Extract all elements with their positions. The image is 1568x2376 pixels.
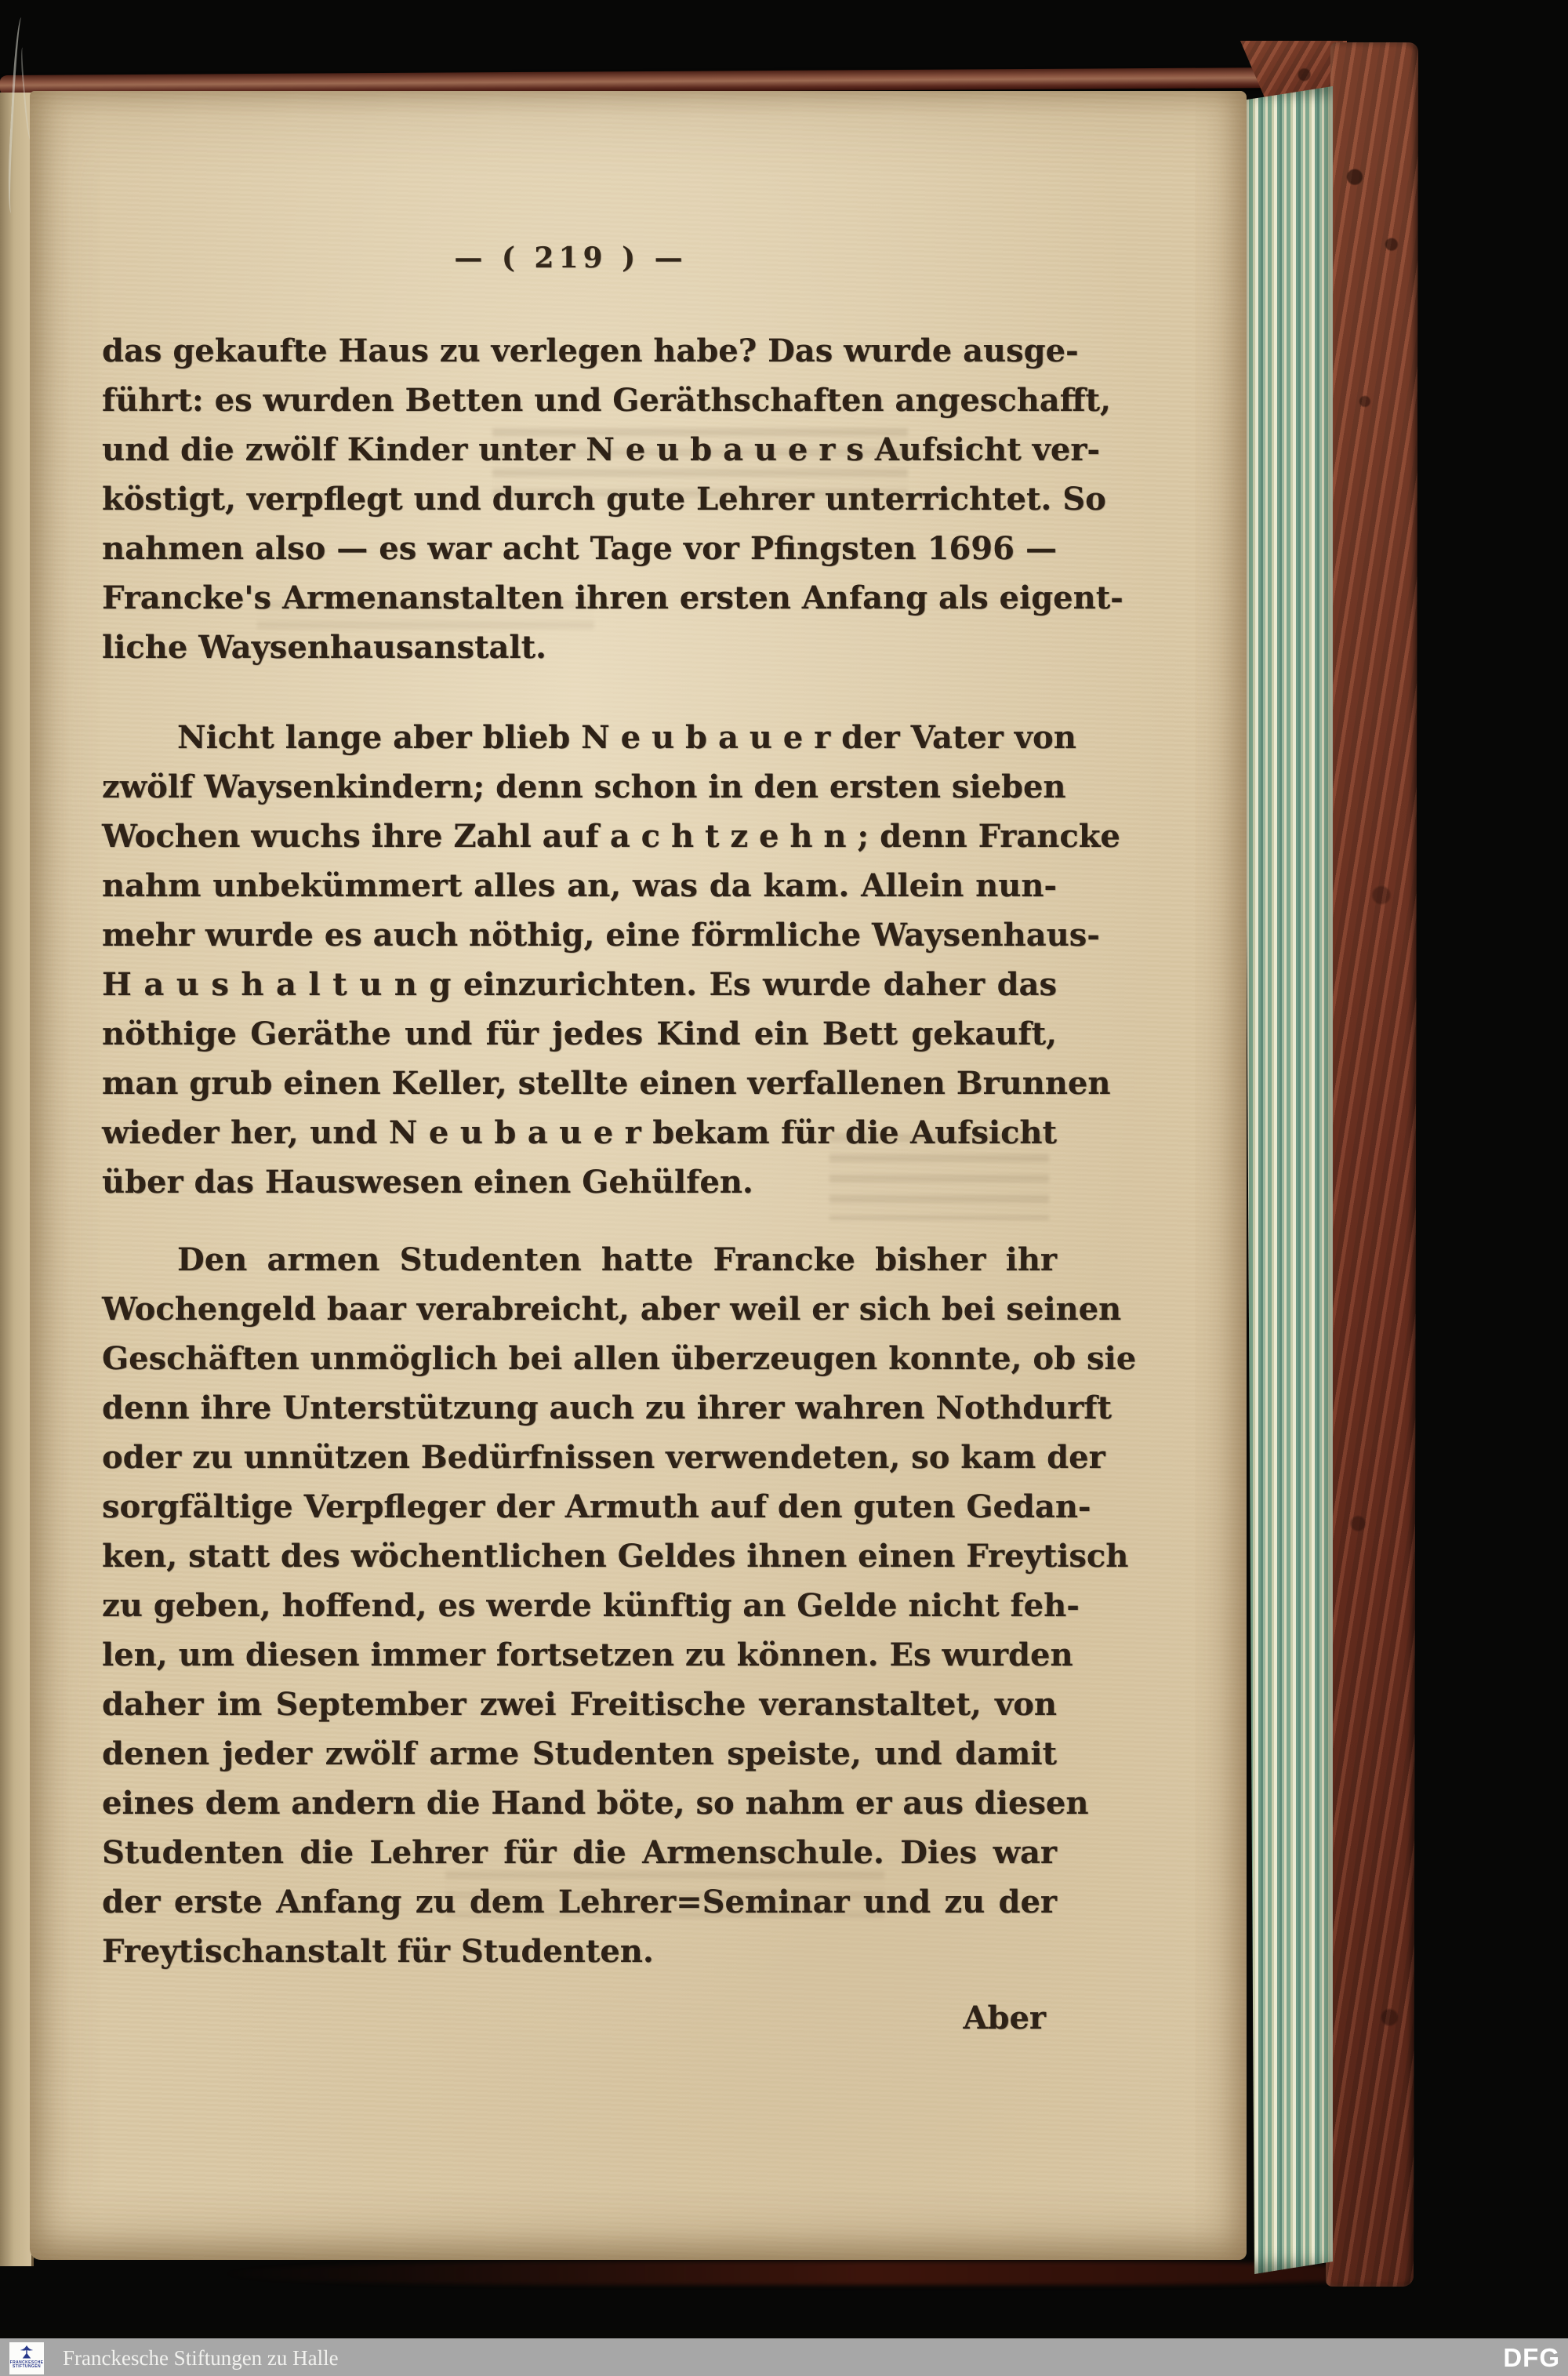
- text-line: sorgfältige Verpfleger der Armuth auf den guten Gedan-: [102, 1488, 1091, 1525]
- text-line: Wochengeld baar verabreicht, aber weil er sich bei seinen: [102, 1291, 1122, 1328]
- text-line: Nicht lange aber blieb N e u b a u e r der Vater von: [177, 719, 1076, 756]
- text-line: daher im September zwei Freitische veranstaltet, von: [102, 1686, 1057, 1723]
- book-cover-marbled-edge: [1326, 42, 1418, 2287]
- text-line: zwölf Waysenkindern; denn schon in den ersten sieben: [102, 768, 1066, 805]
- text-line: Wochen wuchs ihre Zahl auf a c h t z e h n ; denn Francke: [102, 818, 1120, 855]
- text-line: Freytischanstalt für Studenten.: [102, 1933, 654, 1970]
- text-line: ken, statt des wöchentlichen Geldes ihnen einen Freytisch: [102, 1538, 1129, 1575]
- franckesche-logo: [9, 2342, 44, 2374]
- text-line: und die zwölf Kinder unter N e u b a u e r s Aufsicht ver-: [102, 431, 1100, 468]
- book-page: [30, 91, 1247, 2260]
- text-line: liche Waysenhausanstalt.: [102, 629, 546, 666]
- footer-bar: [0, 2338, 1568, 2376]
- catchword: Aber: [963, 2000, 1046, 2036]
- logo-caption-line1: FRANCKESCHE: [9, 2360, 44, 2365]
- text-line: das gekaufte Haus zu verlegen habe? Das wurde ausge-: [102, 332, 1079, 369]
- text-line: mehr wurde es auch nöthig, eine förmliche Waysenhaus-: [102, 917, 1100, 954]
- text-line: eines dem andern die Hand böte, so nahm er aus diesen: [102, 1785, 1089, 1822]
- text-line: Francke's Armenanstalten ihren ersten Anfang als eigent-: [102, 579, 1123, 616]
- text-line: nahmen also — es war acht Tage vor Pfingsten 1696 —: [102, 530, 1057, 567]
- page-number-header: — ( 219 ) —: [454, 242, 688, 274]
- text-line: oder zu unnützen Bedürfnissen verwendeten, so kam der: [102, 1439, 1105, 1476]
- text-line: nöthige Geräthe und für jedes Kind ein Bett gekauft,: [102, 1015, 1057, 1052]
- text-line: wieder her, und N e u b a u e r bekam für die Aufsicht: [102, 1114, 1057, 1151]
- text-line: der erste Anfang zu dem Lehrer=Seminar und zu der: [102, 1884, 1057, 1920]
- paragraph: [102, 1235, 1137, 1976]
- paragraph: [102, 326, 1123, 672]
- text-line: köstigt, verpflegt und durch gute Lehrer unterrichtet. So: [102, 481, 1106, 518]
- text-line: über das Hauswesen einen Gehülfen.: [102, 1164, 753, 1201]
- book-fore-edge-pages: [1242, 86, 1333, 2274]
- book-gutter-fold: [0, 93, 34, 2266]
- logo-caption-line2: STIFTUNGEN: [13, 2364, 41, 2369]
- body-text: [102, 326, 1137, 2043]
- text-line: führt: es wurden Betten und Geräthschaften angeschafft,: [102, 382, 1111, 419]
- text-line: denn ihre Unterstützung auch zu ihrer wahren Nothdurft: [102, 1390, 1112, 1426]
- text-line: Den armen Studenten hatte Francke bisher ihr: [177, 1241, 1057, 1278]
- institution-label: Franckesche Stiftungen zu Halle: [63, 2346, 339, 2370]
- text-line: denen jeder zwölf arme Studenten speiste, und damit: [102, 1735, 1057, 1772]
- eagle-sun-icon: [15, 2344, 38, 2361]
- text-line: nahm unbekümmert alles an, was da kam. Allein nun-: [102, 867, 1057, 904]
- text-line: man grub einen Keller, stellte einen verfallenen Brunnen: [102, 1065, 1111, 1102]
- text-line: Studenten die Lehrer für die Armenschule. Dies war: [102, 1834, 1057, 1871]
- book-bottom-cover-edge: [220, 2262, 1403, 2285]
- text-line: len, um diesen immer fortsetzen zu können. Es wurden: [102, 1637, 1073, 1673]
- text-line: H a u s h a l t u n g einzurichten. Es wurde daher das: [102, 966, 1057, 1003]
- paragraph: [102, 713, 1120, 1207]
- text-line: zu geben, hoffend, es werde künftig an Gelde nicht feh-: [102, 1587, 1080, 1624]
- dfg-logo: DFG: [1503, 2343, 1560, 2372]
- text-line: Geschäften unmöglich bei allen überzeugen konnte, ob sie: [102, 1340, 1137, 1377]
